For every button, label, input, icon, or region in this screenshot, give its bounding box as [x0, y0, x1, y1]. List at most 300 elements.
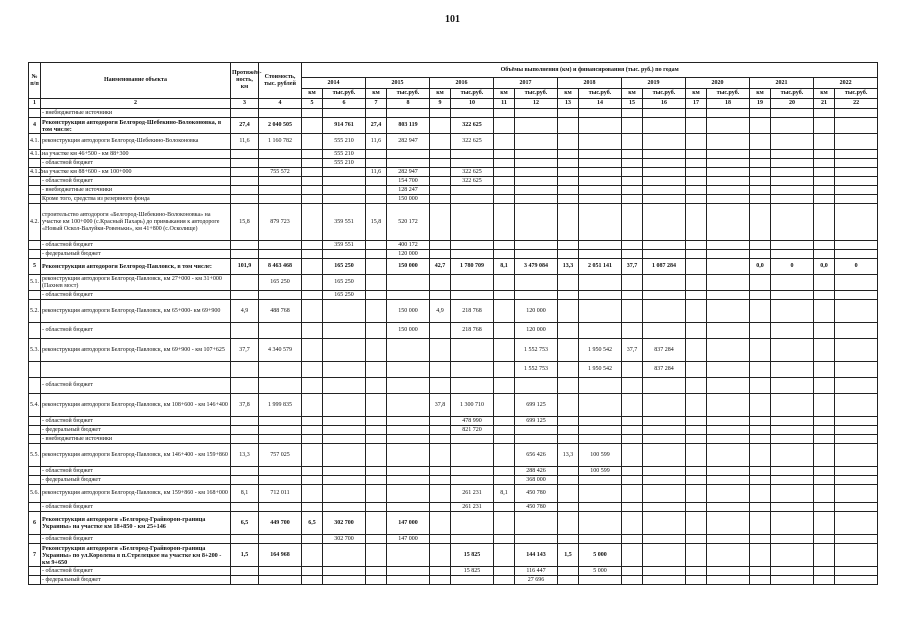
table-cell: [515, 512, 558, 535]
table-cell: [494, 275, 515, 291]
table-cell: [366, 567, 387, 576]
table-cell: [707, 195, 750, 204]
table-cell: [814, 485, 835, 503]
table-cell: [515, 204, 558, 241]
table-cell: [366, 159, 387, 168]
table-cell: [430, 134, 451, 150]
table-cell: [750, 444, 771, 467]
table-cell: 302 700: [323, 512, 366, 535]
table-cell: [771, 134, 814, 150]
table-cell: [430, 426, 451, 435]
table-cell: 100 599: [579, 444, 622, 467]
table-cell: [494, 291, 515, 300]
table-cell: [835, 150, 878, 159]
table-cell: [835, 544, 878, 567]
table-cell: [494, 417, 515, 426]
table-cell: [366, 300, 387, 323]
table-cell: [323, 109, 366, 118]
table-cell: 879 723: [259, 204, 302, 241]
table-cell: [451, 435, 494, 444]
table-cell: [259, 195, 302, 204]
header-unit-rub: тыс.руб.: [643, 89, 686, 99]
table-cell: [231, 186, 259, 195]
row-number: 5.1.: [29, 275, 41, 291]
table-cell: [622, 535, 643, 544]
table-cell: [494, 159, 515, 168]
table-cell: [643, 204, 686, 241]
table-cell: [771, 394, 814, 417]
table-cell: 555 210: [323, 159, 366, 168]
table-cell: [643, 241, 686, 250]
row-number: 7: [29, 544, 41, 567]
table-cell: 2 040 505: [259, 118, 302, 134]
table-cell: 261 231: [451, 503, 494, 512]
table-cell: [558, 476, 579, 485]
table-cell: [579, 177, 622, 186]
row-number: [29, 503, 41, 512]
table-cell: [387, 435, 430, 444]
page-number: 101: [445, 14, 460, 25]
table-cell: [494, 186, 515, 195]
table-cell: 4,9: [231, 300, 259, 323]
object-name: - областной бюджет: [41, 241, 231, 250]
table-cell: [814, 394, 835, 417]
table-cell: [302, 444, 323, 467]
table-cell: [558, 291, 579, 300]
table-cell: [558, 378, 579, 394]
table-cell: [430, 241, 451, 250]
table-cell: [366, 544, 387, 567]
table-cell: [387, 567, 430, 576]
object-name: - областной бюджет: [41, 567, 231, 576]
table-cell: [771, 512, 814, 535]
table-cell: [323, 186, 366, 195]
object-name: строительство автодороги «Белгород-Шебекино-Волоконовка» на участке км 100+000 (с.Красный Пахарь) до примыкания к автодороге «Новый Оскол-Валуйки-Ровеньки», км 41+800 (с.Осколище): [41, 204, 231, 241]
header-unit-rub: тыс.руб.: [771, 89, 814, 99]
table-cell: [494, 109, 515, 118]
table-cell: [366, 426, 387, 435]
table-row: [29, 300, 878, 323]
table-row: [29, 417, 878, 426]
table-cell: [558, 467, 579, 476]
table-cell: [430, 339, 451, 362]
table-cell: [686, 544, 707, 567]
table-cell: [259, 159, 302, 168]
table-cell: [835, 503, 878, 512]
table-cell: [750, 323, 771, 339]
header-column-number: 21: [814, 99, 835, 109]
table-cell: 488 768: [259, 300, 302, 323]
table-cell: [771, 567, 814, 576]
table-cell: [366, 378, 387, 394]
table-cell: [686, 259, 707, 275]
object-name: - областной бюджет: [41, 535, 231, 544]
row-number: [29, 177, 41, 186]
table-cell: [451, 476, 494, 485]
table-cell: [835, 204, 878, 241]
table-cell: [302, 134, 323, 150]
table-cell: [579, 195, 622, 204]
object-name: реконструкция автодороги Белгород-Павловск, км 146+400 - км 159+860: [41, 444, 231, 467]
table-cell: [835, 168, 878, 177]
table-cell: [387, 150, 430, 159]
table-cell: [643, 168, 686, 177]
table-cell: 3 479 084: [515, 259, 558, 275]
table-cell: [686, 567, 707, 576]
table-cell: 302 700: [323, 535, 366, 544]
header-column-number: 12: [515, 99, 558, 109]
row-number: 5.3.: [29, 339, 41, 362]
table-cell: [686, 291, 707, 300]
table-cell: [430, 150, 451, 159]
table-cell: [750, 275, 771, 291]
table-cell: [686, 241, 707, 250]
table-cell: 914 761: [323, 118, 366, 134]
table-cell: [259, 291, 302, 300]
table-cell: [707, 291, 750, 300]
table-cell: [750, 394, 771, 417]
table-cell: 699 125: [515, 417, 558, 426]
table-cell: 11,6: [231, 134, 259, 150]
object-name: - областной бюджет: [41, 503, 231, 512]
table-cell: [302, 177, 323, 186]
header-column-number: 13: [558, 99, 579, 109]
table-row: [29, 476, 878, 485]
table-cell: [750, 567, 771, 576]
table-cell: [451, 444, 494, 467]
table-cell: [558, 250, 579, 259]
table-cell: [366, 576, 387, 585]
table-cell: 5 000: [579, 544, 622, 567]
table-cell: [494, 503, 515, 512]
table-cell: [302, 426, 323, 435]
table-cell: [707, 339, 750, 362]
table-cell: [259, 535, 302, 544]
table-cell: [302, 241, 323, 250]
table-cell: [430, 512, 451, 535]
header-column-numbers: [29, 99, 878, 109]
table-cell: [387, 109, 430, 118]
table-cell: [750, 503, 771, 512]
table-cell: [430, 250, 451, 259]
table-cell: [451, 378, 494, 394]
table-cell: [259, 503, 302, 512]
table-cell: [231, 250, 259, 259]
table-cell: [387, 291, 430, 300]
table-cell: 37,7: [231, 339, 259, 362]
table-cell: [750, 417, 771, 426]
table-cell: [771, 435, 814, 444]
table-cell: [686, 195, 707, 204]
table-cell: 147 000: [387, 512, 430, 535]
table-cell: [622, 485, 643, 503]
table-cell: 1,5: [558, 544, 579, 567]
table-cell: [323, 250, 366, 259]
table-cell: [302, 323, 323, 339]
table-cell: [430, 378, 451, 394]
table-row: [29, 291, 878, 300]
table-cell: [387, 339, 430, 362]
table-cell: [835, 378, 878, 394]
table-cell: [430, 159, 451, 168]
table-cell: [302, 118, 323, 134]
header-column-number: 4: [259, 99, 302, 109]
table-cell: [622, 417, 643, 426]
table-cell: [814, 168, 835, 177]
row-number: 4.1.: [29, 134, 41, 150]
row-number: [29, 195, 41, 204]
table-cell: [259, 467, 302, 476]
row-number: 6: [29, 512, 41, 535]
table-cell: [814, 567, 835, 576]
table-cell: [259, 378, 302, 394]
table-row: [29, 567, 878, 576]
table-cell: [366, 435, 387, 444]
table-cell: [643, 186, 686, 195]
table-cell: [622, 275, 643, 291]
table-cell: [643, 535, 686, 544]
header-unit-rub: тыс.руб.: [387, 89, 430, 99]
row-number: [29, 109, 41, 118]
header-unit-km: км: [302, 89, 323, 99]
table-cell: 37,8: [430, 394, 451, 417]
table-cell: [707, 503, 750, 512]
table-cell: 322 625: [451, 118, 494, 134]
table-cell: [387, 467, 430, 476]
table-cell: [622, 118, 643, 134]
table-row: [29, 259, 878, 275]
table-cell: [643, 291, 686, 300]
table-cell: [622, 186, 643, 195]
table-cell: [643, 134, 686, 150]
table-cell: 8,1: [231, 485, 259, 503]
table-cell: [835, 241, 878, 250]
table-cell: 150 000: [387, 300, 430, 323]
table-cell: [558, 168, 579, 177]
table-cell: [579, 300, 622, 323]
table-cell: [366, 394, 387, 417]
table-cell: [451, 159, 494, 168]
table-cell: [451, 275, 494, 291]
table-row: [29, 503, 878, 512]
table-row: [29, 426, 878, 435]
table-cell: [494, 195, 515, 204]
header-year: 2017: [494, 78, 558, 89]
table-cell: [835, 275, 878, 291]
table-cell: 4,9: [430, 300, 451, 323]
table-row: [29, 535, 878, 544]
table-cell: [558, 394, 579, 417]
table-cell: [366, 291, 387, 300]
table-cell: [579, 535, 622, 544]
table-cell: [771, 195, 814, 204]
table-cell: [835, 567, 878, 576]
object-name: - федеральный бюджет: [41, 426, 231, 435]
table-cell: [707, 177, 750, 186]
table-cell: [622, 444, 643, 467]
table-cell: [558, 503, 579, 512]
header-unit-km: км: [430, 89, 451, 99]
table-row: [29, 339, 878, 362]
table-cell: [707, 444, 750, 467]
table-cell: [323, 168, 366, 177]
table-cell: [451, 150, 494, 159]
investment-table: [28, 62, 878, 585]
table-cell: [750, 159, 771, 168]
table-cell: [643, 485, 686, 503]
table-cell: 656 426: [515, 444, 558, 467]
table-cell: [558, 204, 579, 241]
table-cell: [686, 394, 707, 417]
table-cell: [707, 576, 750, 585]
header-unit-rub: тыс.руб.: [323, 89, 366, 99]
table-cell: [835, 134, 878, 150]
table-cell: 0: [771, 259, 814, 275]
table-cell: [579, 241, 622, 250]
table-cell: [387, 444, 430, 467]
table-cell: [259, 150, 302, 159]
table-cell: [686, 177, 707, 186]
table-cell: [231, 503, 259, 512]
table-cell: [750, 118, 771, 134]
table-cell: [323, 485, 366, 503]
table-cell: [430, 323, 451, 339]
table-cell: [515, 241, 558, 250]
table-cell: [771, 535, 814, 544]
table-cell: [835, 512, 878, 535]
table-cell: [430, 168, 451, 177]
table-cell: [643, 195, 686, 204]
table-cell: 218 768: [451, 323, 494, 339]
header-name: Наименование объекта: [41, 63, 231, 99]
table-cell: [302, 250, 323, 259]
table-cell: [835, 362, 878, 378]
table-cell: 165 250: [323, 259, 366, 275]
table-row: [29, 323, 878, 339]
table-cell: [814, 241, 835, 250]
table-cell: 15 825: [451, 544, 494, 567]
table-cell: [643, 275, 686, 291]
table-cell: 147 000: [387, 535, 430, 544]
table-cell: [622, 503, 643, 512]
table-row: [29, 544, 878, 567]
object-name: - федеральный бюджет: [41, 476, 231, 485]
table-cell: [259, 177, 302, 186]
table-cell: [366, 250, 387, 259]
table-cell: [771, 476, 814, 485]
table-cell: [451, 250, 494, 259]
object-name: - федеральный бюджет: [41, 250, 231, 259]
table-cell: 2 051 141: [579, 259, 622, 275]
header-column-number: 1: [29, 99, 41, 109]
table-cell: [835, 177, 878, 186]
table-cell: [430, 195, 451, 204]
table-cell: [707, 250, 750, 259]
table-cell: [771, 241, 814, 250]
table-cell: [579, 186, 622, 195]
table-cell: [622, 300, 643, 323]
table-cell: [835, 426, 878, 435]
table-cell: 27,4: [366, 118, 387, 134]
table-cell: [302, 535, 323, 544]
table-cell: 8,1: [494, 259, 515, 275]
table-cell: [302, 394, 323, 417]
table-cell: [643, 512, 686, 535]
row-number: 4.2.: [29, 204, 41, 241]
table-cell: [750, 512, 771, 535]
table-cell: [750, 177, 771, 186]
table-cell: 165 250: [259, 275, 302, 291]
table-cell: [430, 576, 451, 585]
table-cell: [430, 503, 451, 512]
table-cell: [643, 150, 686, 159]
table-cell: [451, 535, 494, 544]
table-cell: [387, 417, 430, 426]
table-cell: [750, 150, 771, 159]
table-cell: 755 572: [259, 168, 302, 177]
table-cell: [494, 444, 515, 467]
table-cell: [750, 134, 771, 150]
table-cell: [558, 426, 579, 435]
table-cell: [366, 195, 387, 204]
table-cell: [622, 378, 643, 394]
table-cell: [707, 417, 750, 426]
table-cell: [323, 195, 366, 204]
table-cell: [686, 168, 707, 177]
table-cell: [558, 485, 579, 503]
table-cell: [515, 159, 558, 168]
table-cell: 120 000: [387, 250, 430, 259]
table-cell: [515, 378, 558, 394]
header-column-number: 20: [771, 99, 814, 109]
table-cell: [494, 177, 515, 186]
table-cell: 757 025: [259, 444, 302, 467]
table-body: [29, 109, 878, 585]
table-cell: [231, 467, 259, 476]
table-cell: 218 768: [451, 300, 494, 323]
table-cell: [814, 195, 835, 204]
table-cell: [686, 323, 707, 339]
table-cell: [814, 378, 835, 394]
table-cell: [366, 362, 387, 378]
object-name: Реконструкция автодороги «Белгород-Грайворон-граница Украины» по ул.Королева в п.Стрелецкое на участке км 8+200 - км 9+650: [41, 544, 231, 567]
table-cell: [494, 567, 515, 576]
table-cell: [814, 186, 835, 195]
table-cell: [387, 426, 430, 435]
table-cell: [814, 300, 835, 323]
table-cell: [771, 118, 814, 134]
table-cell: [430, 485, 451, 503]
table-cell: 359 551: [323, 241, 366, 250]
table-cell: [302, 109, 323, 118]
header-year: 2020: [686, 78, 750, 89]
table-cell: [494, 250, 515, 259]
table-cell: [259, 250, 302, 259]
table-row: [29, 118, 878, 134]
table-cell: [366, 323, 387, 339]
table-cell: [430, 275, 451, 291]
object-name: [41, 362, 231, 378]
table-cell: [430, 177, 451, 186]
table-cell: [643, 118, 686, 134]
table-cell: [451, 339, 494, 362]
table-cell: [430, 417, 451, 426]
table-cell: [707, 467, 750, 476]
table-cell: [259, 241, 302, 250]
table-cell: [622, 291, 643, 300]
row-number: [29, 467, 41, 476]
table-cell: [622, 576, 643, 585]
